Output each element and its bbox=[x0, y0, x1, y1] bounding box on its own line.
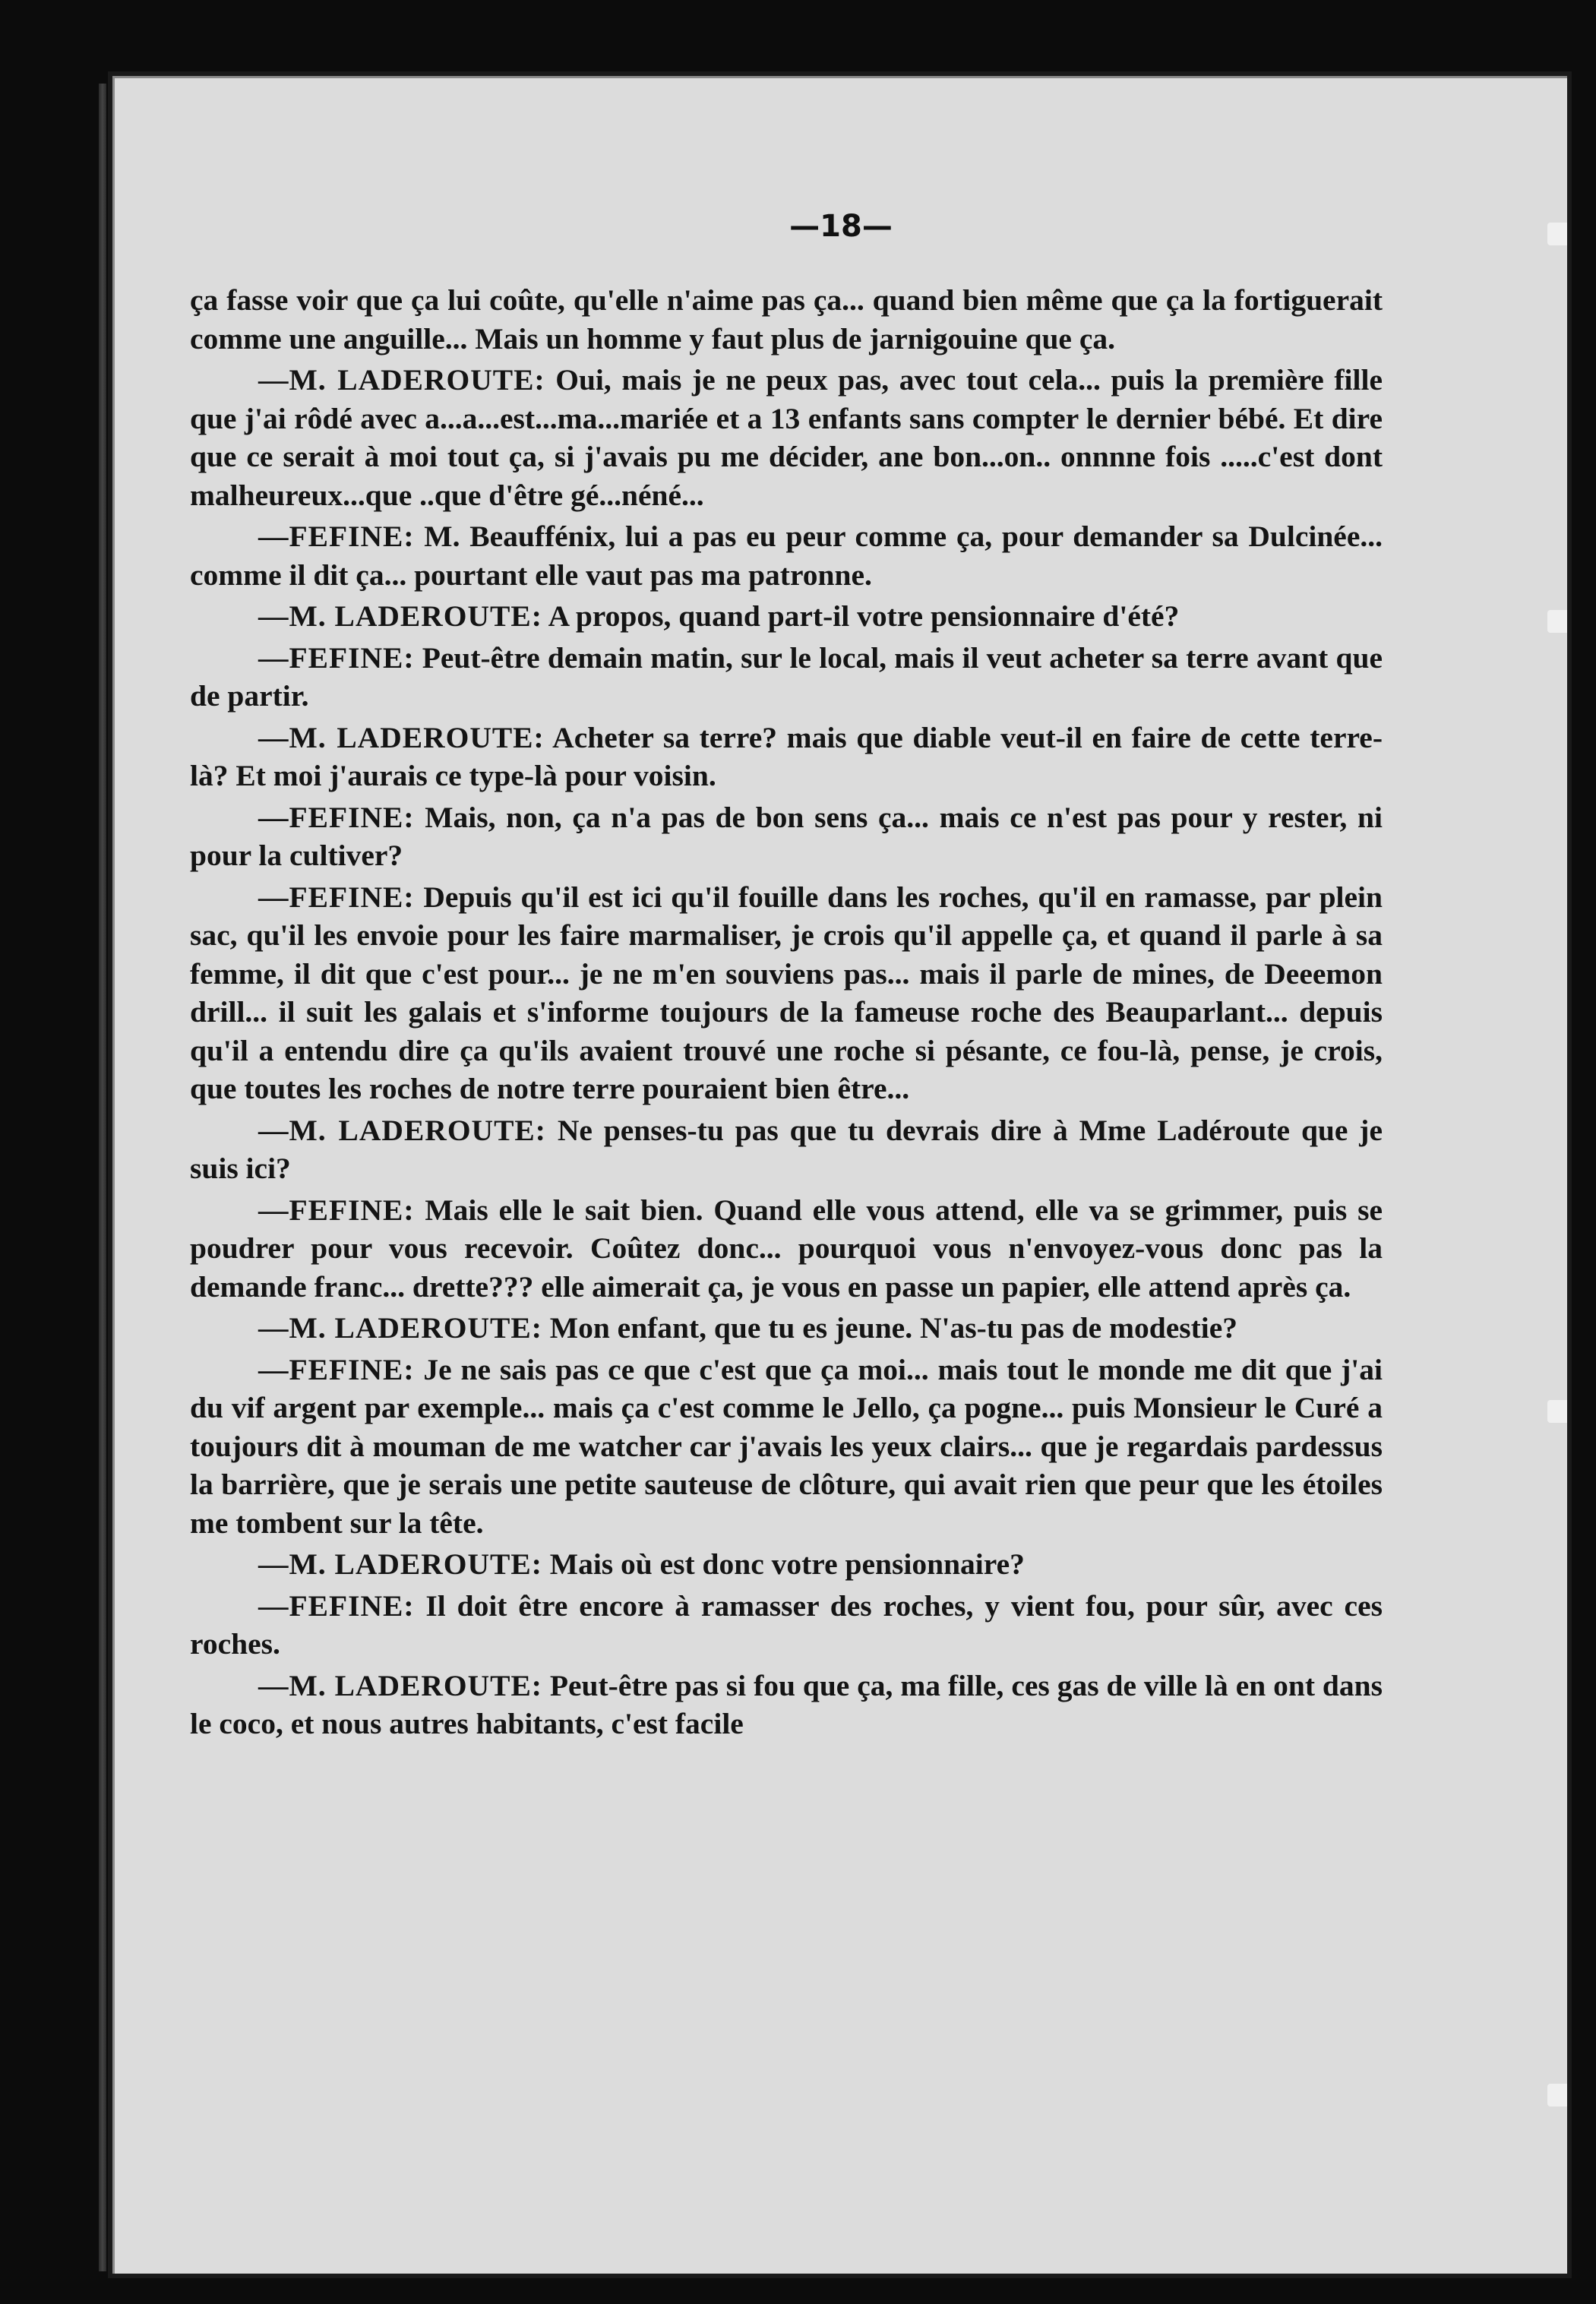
speaker-name: —M. LADEROUTE: bbox=[258, 1113, 546, 1147]
binding-edge bbox=[99, 84, 106, 2271]
dialogue-text: ça fasse voir que ça lui coûte, qu'elle n'aime pas ça... quand bien même que ça la fortiguerait comme une anguille... Mais un homme y faut plus de jarnigouine que ça. bbox=[190, 283, 1383, 356]
speaker-name: —FEFINE: bbox=[258, 1352, 415, 1386]
dialogue-paragraph bbox=[190, 597, 1383, 636]
dialogue-text: A propos, quand part-il votre pensionnaire d'été? bbox=[542, 599, 1180, 633]
dialogue-paragraph bbox=[190, 878, 1383, 1108]
dialogue-text: Peut-être pas si fou que ça, ma fille, ces gas de ville là en ont dans le coco, et nous autres habitants, c'est facile bbox=[190, 1668, 1383, 1740]
dialogue-paragraph bbox=[190, 1191, 1383, 1307]
speaker-name: —M. LADEROUTE: bbox=[258, 1311, 542, 1345]
page-number: —18— bbox=[789, 209, 893, 244]
page-text bbox=[190, 281, 1383, 1746]
dialogue-paragraph bbox=[190, 1587, 1383, 1664]
dialogue-text: Je ne sais pas ce que c'est que ça moi... mais tout le monde me dit que j'ai du vif argent par exemple... mais ça c'est comme le Jello, ça pogne... puis Monsieur le Curé a toujours dit à mouman de me watcher car j'avais les yeux clairs... que je regardais pardessus la barrière, que je serais une petite sauteuse de clôture, qui avait rien que peur que les étoiles me tombent sur la tête. bbox=[190, 1352, 1383, 1540]
dialogue-text: Mon enfant, que tu es jeune. N'as-tu pas de modestie? bbox=[542, 1311, 1238, 1345]
dialogue-paragraph bbox=[190, 1111, 1383, 1188]
speaker-name: —M. LADEROUTE: bbox=[258, 1547, 542, 1581]
speaker-name: —M. LADEROUTE: bbox=[258, 720, 545, 754]
dialogue-text: Oui, mais je ne peux pas, avec tout cela... puis la première fille que j'ai rôdé avec a...a...est...ma...mariée et a 13 enfants sans compter le dernier bébé. Et dire que ce serait à moi tout ça, si j'avais pu me décider, ane bon...on.. onnnne fois .....c'est dont malheureux...que ..que d'être gé...néné... bbox=[190, 363, 1383, 512]
dialogue-text: Depuis qu'il est ici qu'il fouille dans les roches, qu'il en ramasse, par plein sac, qu'il les envoie pour les faire marmaliser, je crois qu'il appelle ça, et quand il parle à sa femme, il dit que c'est pour... je ne m'en souviens pas... mais il parle de mines, de Deeemon drill... il suit les galais et s'informe toujours de la fameuse roche des Beauparlant... depuis qu'il a entendu dire ça qu'ils avaient trouvé une roche si pésante, ce fou-là, pense, je crois, que toutes les roches de notre terre pouraient bien être... bbox=[190, 880, 1383, 1105]
page-tab-mark bbox=[1547, 610, 1567, 633]
speaker-name: —FEFINE: bbox=[258, 1193, 415, 1227]
dialogue-text: Il doit être encore à ramasser des roches, y vient fou, pour sûr, avec ces roches. bbox=[190, 1588, 1383, 1661]
speaker-name: —FEFINE: bbox=[258, 640, 415, 675]
dialogue-paragraph bbox=[190, 281, 1383, 358]
dialogue-paragraph bbox=[190, 1309, 1383, 1348]
dialogue-text: M. Beauffénix, lui a pas eu peur comme ça, pour demander sa Dulcinée... comme il dit ça... pourtant elle vaut pas ma patronne. bbox=[190, 520, 1383, 592]
dialogue-text: Acheter sa terre? mais que diable veut-il en faire de cette terre-là? Et moi j'aurais ce type-là pour voisin. bbox=[190, 720, 1383, 792]
dialogue-text: Peut-être demain matin, sur le local, mais il veut acheter sa terre avant que de partir. bbox=[190, 640, 1383, 713]
speaker-name: —M. LADEROUTE: bbox=[258, 599, 542, 633]
page-tab-mark bbox=[1547, 2084, 1567, 2106]
speaker-name: —FEFINE: bbox=[258, 880, 415, 914]
dialogue-paragraph bbox=[190, 639, 1383, 716]
dialogue-paragraph bbox=[190, 1667, 1383, 1743]
dialogue-text: Mais elle le sait bien. Quand elle vous attend, elle va se grimmer, puis se poudrer pour vous recevoir. Coûtez donc... pourquoi vous n'envoyez-vous donc pas la demande franc... drette??? elle aimerait ça, je vous en passe un papier, elle attend après ça. bbox=[190, 1193, 1383, 1304]
dialogue-paragraph bbox=[190, 361, 1383, 514]
speaker-name: —FEFINE: bbox=[258, 520, 415, 553]
dialogue-paragraph bbox=[190, 1351, 1383, 1543]
dialogue-text: Ne penses-tu pas que tu devrais dire à Mme Ladéroute que je suis ici? bbox=[190, 1113, 1383, 1185]
speaker-name: —FEFINE: bbox=[258, 800, 415, 834]
speaker-name: —FEFINE: bbox=[258, 1588, 415, 1623]
dialogue-paragraph bbox=[190, 798, 1383, 875]
speaker-name: —M. LADEROUTE: bbox=[258, 1668, 542, 1702]
dialogue-text: Mais où est donc votre pensionnaire? bbox=[542, 1547, 1025, 1581]
dialogue-paragraph bbox=[190, 719, 1383, 795]
speaker-name: —M. LADEROUTE: bbox=[258, 363, 545, 397]
dialogue-text: Mais, non, ça n'a pas de bon sens ça... mais ce n'est pas pour y rester, ni pour la cultiver? bbox=[190, 800, 1383, 872]
dialogue-paragraph bbox=[190, 517, 1383, 594]
page-tab-mark bbox=[1547, 1400, 1567, 1423]
dialogue-paragraph bbox=[190, 1545, 1383, 1584]
